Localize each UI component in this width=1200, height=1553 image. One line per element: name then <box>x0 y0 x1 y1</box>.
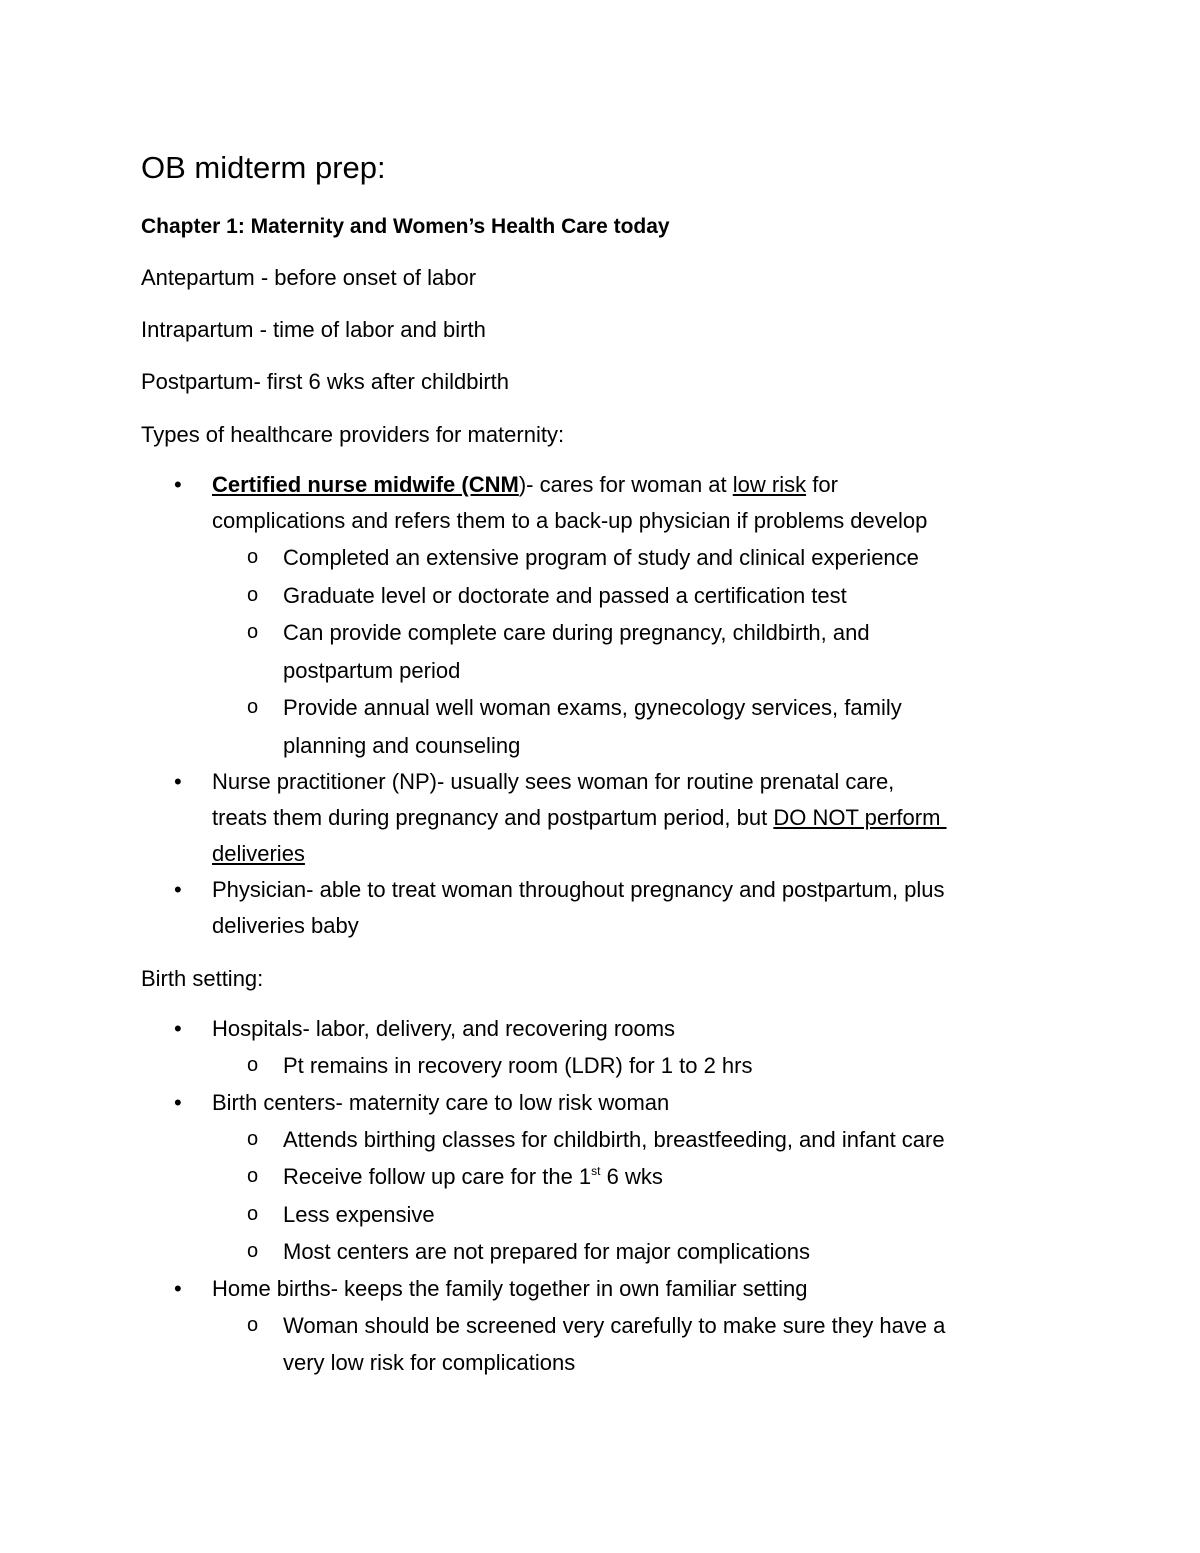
list-item-line <box>212 836 947 872</box>
definition-intrapartum: Intrapartum - time of labor and birth <box>141 317 486 342</box>
cnm-term: Certified nurse midwife (CNM <box>212 472 519 497</box>
cnm-low-risk: low risk <box>732 472 807 497</box>
list-item-line: complications and refers them to a back-up physician if problems develop <box>212 508 928 533</box>
bullet-icon: • <box>174 472 182 497</box>
bullet-icon: • <box>174 877 182 902</box>
hospitals-sublist <box>141 1047 945 1085</box>
list-item-home-births <box>141 1271 945 1382</box>
sub-list-item <box>141 1233 945 1271</box>
follow-up-text: Receive follow up care for the 1 <box>283 1164 592 1189</box>
chapter-heading: Chapter 1: Maternity and Women’s Health Care today <box>141 215 670 238</box>
list-item-birth-centers <box>141 1085 945 1271</box>
circle-bullet-icon: o <box>247 696 259 718</box>
sub-list-item <box>141 1158 945 1196</box>
providers-list <box>141 467 947 944</box>
ordinal-superscript: st <box>591 1164 601 1178</box>
birth-centers-sublist <box>141 1121 945 1271</box>
birth-setting-list <box>141 1011 945 1382</box>
circle-bullet-icon: o <box>247 583 259 606</box>
sub-list-item-line: Attends birthing classes for childbirth, breastfeeding, and infant care <box>283 1126 945 1152</box>
sub-list-item <box>141 539 947 577</box>
list-item-line: Home births- keeps the family together in own familiar setting <box>212 1275 808 1301</box>
list-item-np <box>141 764 947 872</box>
sub-list-item <box>141 577 947 615</box>
sub-list-item-line: postpartum period <box>283 657 461 683</box>
bullet-icon: • <box>174 1275 182 1301</box>
sub-list-item-line: Graduate level or doctorate and passed a certification test <box>283 582 847 608</box>
sub-list-item-line: Less expensive <box>283 1201 435 1227</box>
circle-bullet-icon: o <box>247 1313 259 1336</box>
home-births-sublist <box>141 1307 945 1382</box>
cnm-desc-start: )- cares for woman at <box>518 472 733 497</box>
list-item-cnm <box>141 467 947 764</box>
circle-bullet-icon: o <box>247 621 259 643</box>
np-deliveries: deliveries <box>212 841 305 866</box>
sub-list-item <box>141 1121 945 1159</box>
circle-bullet-icon: o <box>247 1240 259 1262</box>
bullet-icon: • <box>174 1089 182 1115</box>
circle-bullet-icon: o <box>247 546 259 568</box>
sub-list-item <box>141 614 947 689</box>
circle-bullet-icon: o <box>247 1127 259 1150</box>
list-item-hospitals <box>141 1011 945 1085</box>
sub-list-item <box>141 1196 945 1234</box>
definition-antepartum: Antepartum - before onset of labor <box>141 265 477 290</box>
sub-list-item <box>141 689 947 764</box>
providers-heading: Types of healthcare providers for maternity: <box>141 422 565 447</box>
sub-list-item-line: very low risk for complications <box>283 1350 576 1375</box>
birth-setting-heading: Birth setting: <box>141 966 264 991</box>
definition-postpartum: Postpartum- first 6 wks after childbirth <box>141 369 510 394</box>
sub-list-item <box>141 1047 945 1085</box>
np-do-not-perform: DO NOT perform <box>773 805 947 830</box>
sub-list-item-line <box>283 1158 945 1196</box>
circle-bullet-icon: o <box>247 1165 259 1187</box>
sub-list-item-line: Can provide complete care during pregnancy, childbirth, and <box>283 620 870 645</box>
np-line2: treats them during pregnancy and postpartum period, but <box>212 805 774 830</box>
circle-bullet-icon: o <box>247 1054 259 1076</box>
follow-up-text-end: 6 wks <box>600 1164 663 1189</box>
list-item-line: Hospitals- labor, delivery, and recovering rooms <box>212 1016 676 1041</box>
sub-list-item <box>141 1307 945 1382</box>
sub-list-item-line: Pt remains in recovery room (LDR) for 1 to 2 hrs <box>283 1053 753 1078</box>
bullet-icon: • <box>174 1016 182 1041</box>
cnm-sublist <box>141 539 947 764</box>
list-item-line: deliveries baby <box>212 913 359 938</box>
list-item-line: Birth centers- maternity care to low risk woman <box>212 1089 670 1115</box>
list-item-physician <box>141 872 947 944</box>
list-item-line: Physician- able to treat woman throughout pregnancy and postpartum, plus <box>212 877 945 902</box>
list-item-line <box>212 467 947 503</box>
list-item-line: Nurse practitioner (NP)- usually sees woman for routine prenatal care, <box>212 769 895 794</box>
circle-bullet-icon: o <box>247 1202 259 1225</box>
sub-list-item-line: Completed an extensive program of study and clinical experience <box>283 545 919 570</box>
page-title: OB midterm prep: <box>141 150 386 185</box>
sub-list-item-line: Provide annual well woman exams, gynecology services, family <box>283 695 902 720</box>
list-item-line <box>212 800 947 836</box>
sub-list-item-line: planning and counseling <box>283 732 521 758</box>
cnm-desc-end: for <box>806 472 838 497</box>
bullet-icon: • <box>174 769 182 794</box>
sub-list-item-line: Woman should be screened very carefully to make sure they have a <box>283 1312 946 1338</box>
sub-list-item-line: Most centers are not prepared for major complications <box>283 1239 811 1264</box>
